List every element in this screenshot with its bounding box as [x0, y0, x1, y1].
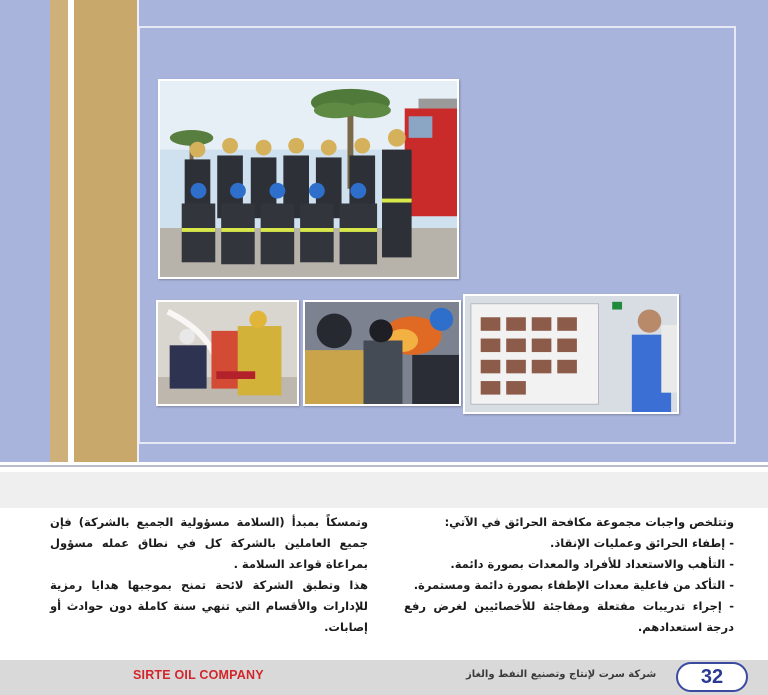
duty-item: - التأكد من فاعلية معدات الإطفاء بصورة دائمة ومستمرة.	[413, 578, 734, 592]
safety-paragraph: وتمسكاً بمبدأ (السلامة مسؤولية الجميع بالشركة) فإن جميع العاملين بالشركة كل في نطاق عمله مسؤول بمراعاة قواعد السلامة .	[50, 515, 368, 571]
page-number-badge	[676, 662, 748, 692]
company-name-en: SIRTE OIL COMPANY	[133, 668, 264, 682]
gold-band	[74, 0, 138, 462]
rewards-paragraph: هذا وتطبق الشركة لائحة تمنح بموجبها هدايا رمزية للإدارات والأقسام التي تنهي سنة كاملة دون حوادث أو إصابات.	[50, 578, 368, 634]
firefighters-team-photo	[158, 79, 459, 279]
side-band	[0, 0, 50, 462]
band-edge	[137, 0, 139, 462]
divider-line	[0, 465, 768, 467]
grey-band	[0, 472, 768, 508]
page-number: 32	[700, 666, 724, 688]
company-name-ar: شركة سرت لإنتاج وتصنيع النفط والغاز	[466, 669, 657, 680]
page-footer	[0, 660, 768, 695]
firefighter-flames-drill-photo	[303, 300, 461, 406]
article-left-column	[50, 512, 368, 638]
firefighters-hose-training-photo	[156, 300, 299, 406]
duty-item: - إطفاء الحرائق وعمليات الإنقاذ.	[549, 536, 734, 550]
gold-stripe	[50, 0, 70, 462]
duty-item: - التأهب والاستعداد للأفراد والمعدات بصورة دائمة.	[450, 557, 734, 571]
article-right-column	[404, 512, 734, 638]
exhibition-board-photo	[463, 294, 679, 414]
duty-item: - إجراء تدريبات مفتعلة ومفاجئة للأخصائيين لغرض رفع درجة استعدادهم.	[404, 599, 734, 634]
duties-intro: وتتلخص واجبات مجموعة مكافحة الحرائق في الآتي:	[444, 515, 734, 529]
section-divider	[0, 462, 768, 472]
